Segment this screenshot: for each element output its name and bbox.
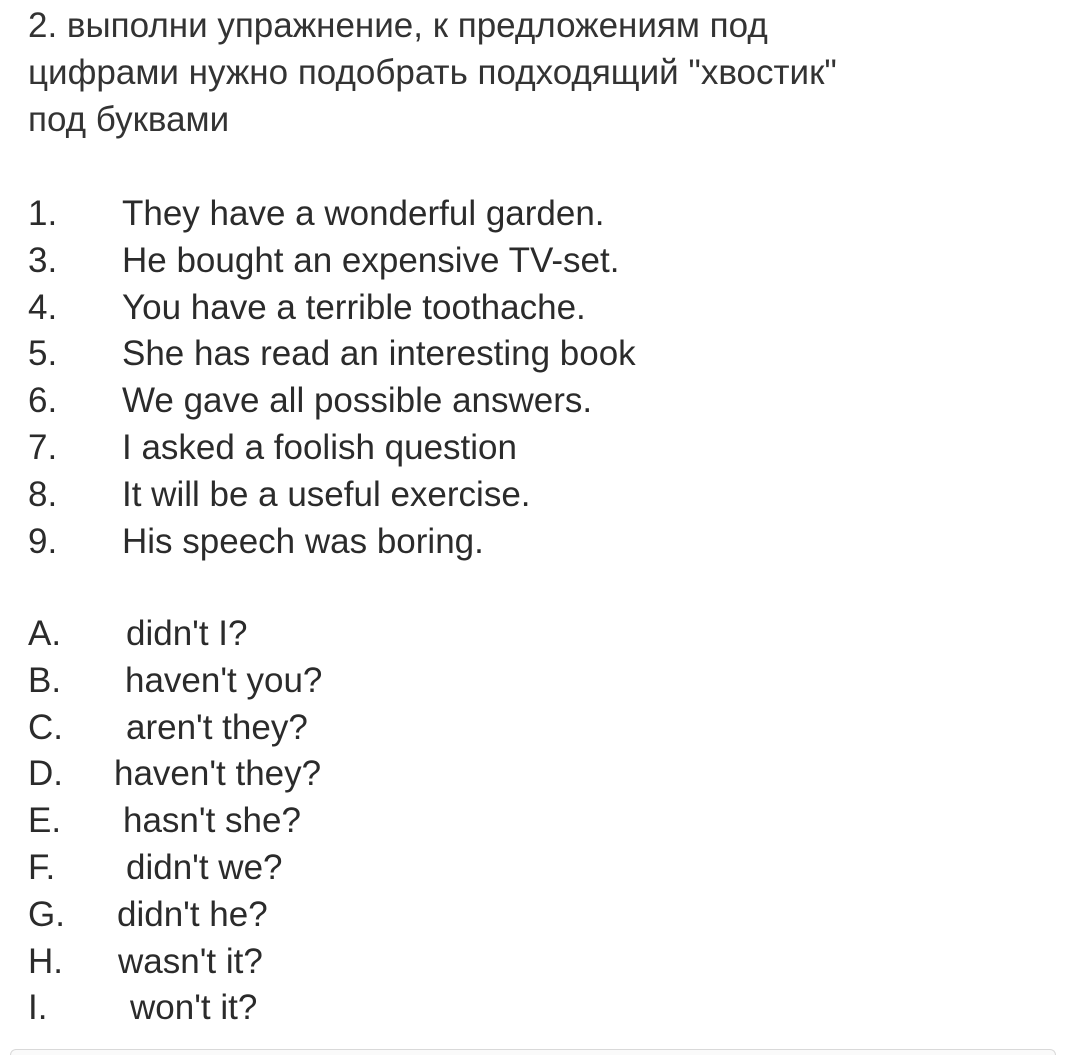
- sentence-number: 1.: [28, 194, 58, 233]
- instruction-line: под буквами: [28, 100, 230, 139]
- sentence-number: 9.: [28, 521, 58, 561]
- answer-letter: A.: [28, 614, 62, 653]
- answer-text: aren't they?: [126, 707, 308, 747]
- answer-text: haven't you?: [125, 660, 323, 700]
- answer-text: didn't he?: [117, 894, 268, 934]
- sentence-number: 4.: [28, 287, 58, 327]
- sentence-number: 7.: [28, 427, 58, 467]
- sentence-text: I asked a foolish question: [122, 427, 517, 467]
- answer-text: wasn't it?: [118, 941, 263, 981]
- answer-letter: E.: [28, 801, 62, 841]
- sentence-number: 8.: [28, 474, 58, 514]
- answer-letter: H.: [28, 941, 63, 981]
- answer-text: didn't I?: [126, 614, 248, 653]
- answer-letter: D.: [28, 754, 63, 794]
- answer-text: won't it?: [130, 988, 258, 1028]
- answer-text: haven't they?: [114, 754, 322, 794]
- sentence-number: 6.: [28, 381, 58, 421]
- answer-letter: G.: [28, 894, 65, 934]
- answer-text: hasn't she?: [123, 801, 301, 841]
- sentence-text: She has read an interesting book: [122, 334, 636, 374]
- sentence-text: His speech was boring.: [122, 521, 484, 561]
- next-card-edge: [10, 1049, 1056, 1055]
- answer-letter: F.: [28, 847, 56, 887]
- sentence-text: You have a terrible toothache.: [122, 287, 586, 327]
- sentence-text: We gave all possible answers.: [122, 381, 593, 421]
- sentence-text: He bought an expensive TV-set.: [122, 240, 620, 280]
- sentence-text: They have a wonderful garden.: [122, 194, 605, 233]
- instruction-line: 2. выполни упражнение, к предложениям под: [28, 6, 768, 45]
- sentence-number: 3.: [28, 240, 58, 280]
- instruction-line: цифрами нужно подобрать подходящий "хвостик": [28, 53, 837, 92]
- answer-letter: I.: [28, 988, 48, 1028]
- answer-text: didn't we?: [126, 847, 283, 887]
- answer-letter: C.: [28, 707, 63, 747]
- answer-letter: B.: [28, 660, 62, 700]
- exercise-instruction: [28, 2, 1028, 143]
- sentence-number: 5.: [28, 334, 58, 374]
- sentence-text: It will be a useful exercise.: [122, 474, 531, 514]
